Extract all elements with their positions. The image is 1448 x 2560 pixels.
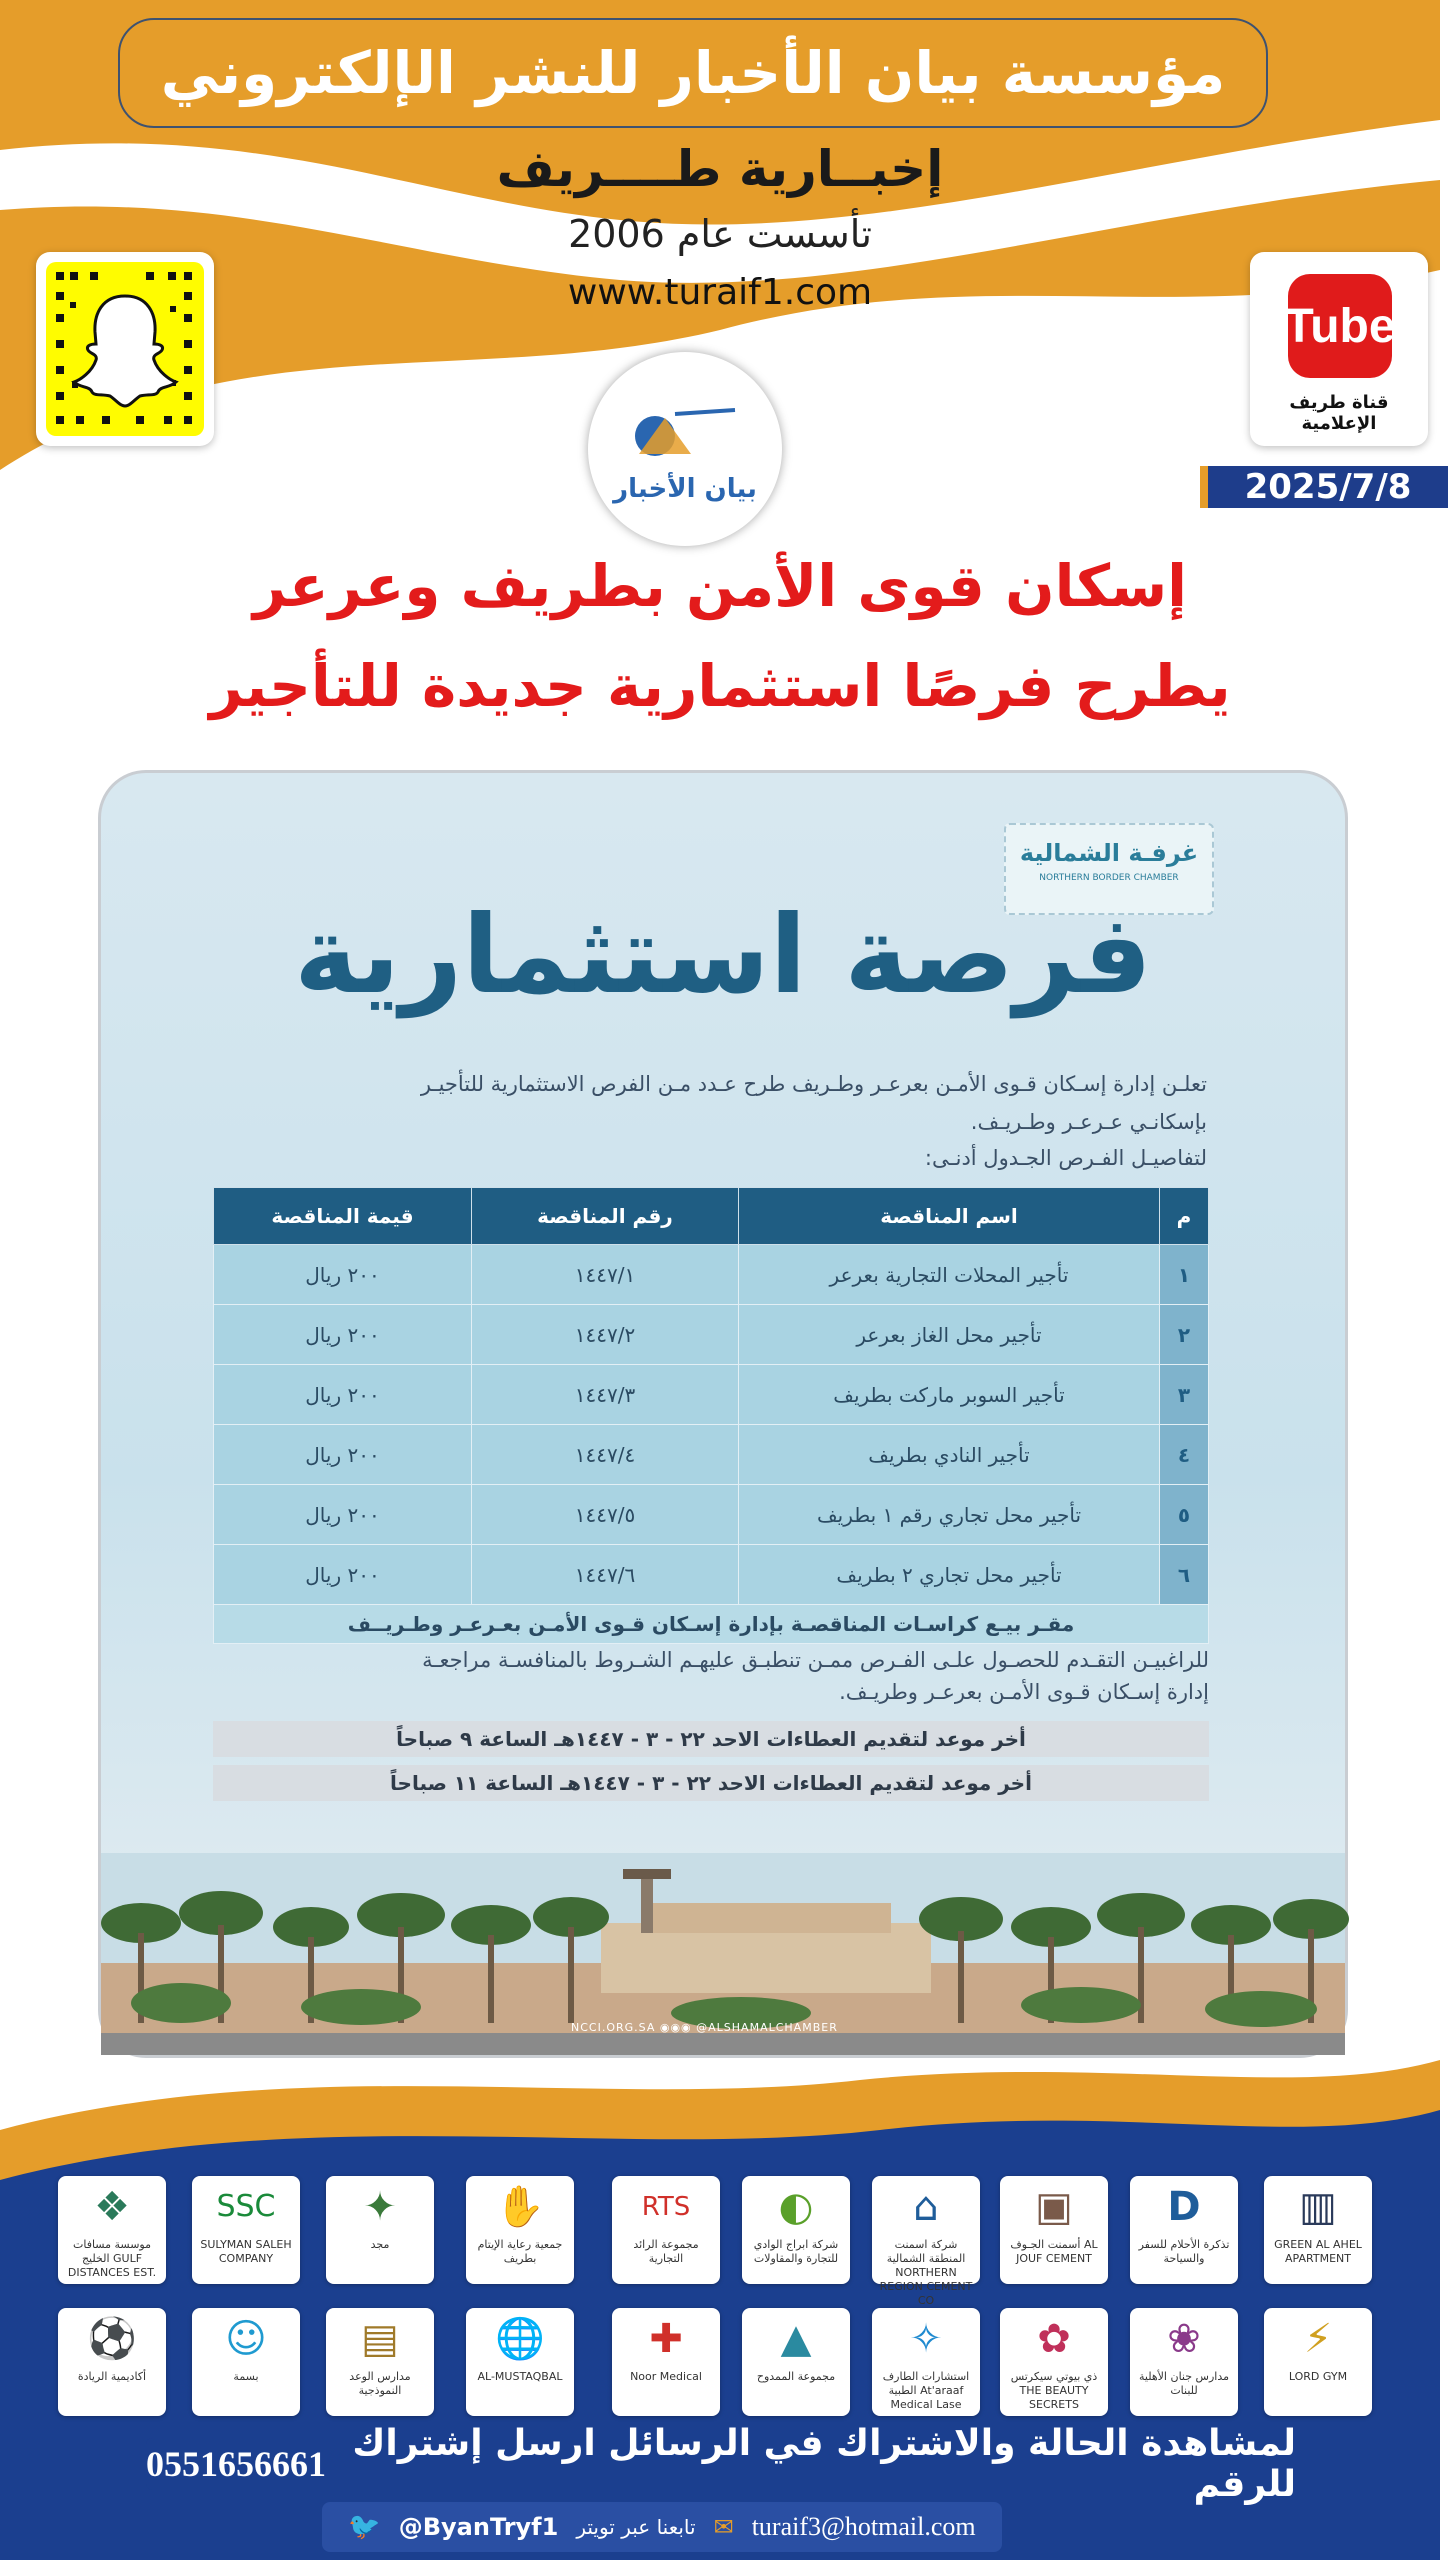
row-number: ٦ <box>1160 1545 1209 1605</box>
sponsor-logo[interactable] <box>1264 2176 1372 2284</box>
org-title-banner <box>118 18 1268 128</box>
sponsor-label: مدارس جنان الأهلية للبنات <box>1139 2370 1229 2397</box>
sponsor-icon: ▤ <box>361 2316 399 2362</box>
sponsor-logo[interactable] <box>326 2308 434 2416</box>
poster-title: فرصة استثمارية <box>294 893 1152 1018</box>
row-number: ٣ <box>1160 1365 1209 1425</box>
table-row <box>214 1365 1209 1425</box>
sponsor-label: Noor Medical <box>630 2370 702 2383</box>
sponsor-label: AL-MUSTAQBAL <box>477 2370 563 2383</box>
sponsor-icon: ▥ <box>1299 2184 1337 2230</box>
sponsor-icon: ✿ <box>1037 2316 1071 2362</box>
youtube-label: Tube <box>1284 299 1396 353</box>
contact-bar <box>322 2502 1002 2552</box>
tender-value: ٢٠٠ ريال <box>214 1305 472 1365</box>
col-header-number: م <box>1160 1188 1209 1245</box>
tender-number: ١٤٤٧/٥ <box>472 1485 739 1545</box>
sponsor-logo[interactable] <box>1130 2308 1238 2416</box>
sponsor-label: استشارات الطارف الطبية At'araaf Medical Lase <box>882 2370 970 2411</box>
sponsor-logo[interactable] <box>326 2176 434 2284</box>
sponsor-logo[interactable] <box>192 2308 300 2416</box>
table-row <box>214 1245 1209 1305</box>
tender-name: تأجير محل الغاز بعرعر <box>739 1305 1160 1365</box>
tender-value: ٢٠٠ ريال <box>214 1545 472 1605</box>
sponsor-logo[interactable] <box>612 2308 720 2416</box>
sponsor-logo[interactable] <box>742 2308 850 2416</box>
note-line-2: إدارة إسـكان قـوى الأمـن بعرعـر وطريـف. <box>839 1680 1209 1704</box>
table-row <box>214 1485 1209 1545</box>
sponsor-logo[interactable] <box>612 2176 720 2284</box>
sponsor-icon: ✧ <box>909 2316 943 2362</box>
snapchat-qr-code <box>46 262 204 436</box>
sponsor-label: مجد <box>370 2238 390 2251</box>
site-subtitle: إخبــارية طــــريف <box>496 140 944 198</box>
tender-name: تأجير محل تجاري ٢ بطريف <box>739 1545 1160 1605</box>
sponsor-icon: ✚ <box>649 2316 683 2362</box>
deadline-1: أخر موعد لتقديم العطاءات الاحد ٢٢ - ٣ - ١٤٤٧هـ الساعة ٩ صباحاً <box>213 1721 1209 1757</box>
founded-text: تأسست عام 2006 <box>568 212 872 256</box>
youtube-caption: قناة طريف الإعلامية <box>1289 392 1389 434</box>
row-number: ١ <box>1160 1245 1209 1305</box>
table-row <box>214 1305 1209 1365</box>
sponsor-icon: ❀ <box>1167 2316 1201 2362</box>
row-number: ٥ <box>1160 1485 1209 1545</box>
col-header-name: اسم المناقصة <box>739 1188 1160 1245</box>
sponsor-logo[interactable] <box>466 2308 574 2416</box>
subscribe-phone[interactable]: 0551656661 <box>146 2444 326 2484</box>
table-row <box>214 1425 1209 1485</box>
sponsor-logo[interactable] <box>192 2176 300 2284</box>
sponsor-label: أسمنت الجـوف AL JOUF CEMENT <box>1010 2238 1098 2265</box>
sponsor-logo[interactable] <box>1130 2176 1238 2284</box>
tender-name: تأجير محل تجاري رقم ١ بطريف <box>739 1485 1160 1545</box>
col-header-tender-no: رقم المناقصة <box>472 1188 739 1245</box>
sponsor-label: مجموعة الممدوح <box>756 2370 836 2383</box>
sponsor-icon: ✦ <box>363 2184 397 2230</box>
sponsor-icon: ▲ <box>780 2316 812 2362</box>
sponsor-icon: ◐ <box>778 2184 814 2230</box>
tender-number: ١٤٤٧/٦ <box>472 1545 739 1605</box>
sponsor-logo[interactable] <box>58 2176 166 2284</box>
tender-value: ٢٠٠ ريال <box>214 1425 472 1485</box>
intro-line-3: لتفاصيـل الفـرص الجـدول أدنـى: <box>924 1146 1207 1170</box>
tender-value: ٢٠٠ ريال <box>214 1365 472 1425</box>
logo-mark-icon <box>625 394 745 474</box>
sponsor-icon: ▣ <box>1035 2184 1073 2230</box>
sponsor-label: شركة اسمنت المنطقة الشمالية NORTHERN REGION CEMENT CO <box>879 2238 973 2307</box>
chamber-name-ar: غرفـة الشمالية <box>1019 839 1199 867</box>
twitter-handle[interactable]: @ByanTryf1 <box>398 2513 559 2541</box>
sponsor-label: موسسة مسافات الخليج GULF DISTANCES EST. <box>67 2238 157 2279</box>
logo-text: بيان الأخبار <box>613 474 757 504</box>
sponsor-icon: ☺ <box>225 2316 267 2362</box>
tender-value: ٢٠٠ ريال <box>214 1245 472 1305</box>
tender-value: ٢٠٠ ريال <box>214 1485 472 1545</box>
sponsor-logo[interactable] <box>742 2176 850 2284</box>
tender-number: ١٤٤٧/١ <box>472 1245 739 1305</box>
sponsor-label: أكاديمية الريادة <box>77 2370 147 2383</box>
table-header-row <box>214 1188 1209 1245</box>
sponsor-icon: ⚽ <box>87 2316 137 2362</box>
tender-number: ١٤٤٧/٣ <box>472 1365 739 1425</box>
tender-number: ١٤٤٧/٢ <box>472 1305 739 1365</box>
bayan-akhbar-logo <box>588 352 782 546</box>
sponsor-label: مجموعة الرائد التجارية <box>633 2238 699 2265</box>
sponsor-logo[interactable] <box>1264 2308 1372 2416</box>
website-link[interactable]: www.turaif1.com <box>567 272 873 313</box>
date-badge: 2025/7/8 <box>1200 466 1448 508</box>
tender-number: ١٤٤٧/٤ <box>472 1425 739 1485</box>
sponsor-icon: ⌂ <box>913 2184 939 2230</box>
row-number: ٤ <box>1160 1425 1209 1485</box>
sponsor-icon: SSC <box>216 2189 276 2224</box>
tenders-table <box>213 1187 1209 1644</box>
headline-line-2: يطرح فرصًا استثمارية جديدة للتأجير <box>209 652 1231 720</box>
sponsor-label: شركة ابراج الوادي للتجارة والمقاولات <box>753 2238 839 2265</box>
sponsor-icon: D <box>1167 2184 1201 2230</box>
subscribe-text: لمشاهدة الحالة والاشتراك في الرسائل ارسل إشتراك للرقم <box>352 2423 1296 2505</box>
sponsor-label: LORD GYM <box>1288 2370 1348 2383</box>
poster-social-footer: NCCI.ORG.SA ◉◉◉ @ALSHAMALCHAMBER <box>571 2021 838 2034</box>
sponsor-logo[interactable] <box>1000 2308 1108 2416</box>
email-icon: ✉ <box>713 2513 734 2541</box>
note-line-1: للراغبيـن التقـدم للحصـول علـى الفـرص ممـن تنطبـق عليهـم الشـروط بالمنافسـة مراجعـة <box>422 1648 1209 1672</box>
sponsor-icon: RTS <box>641 2192 691 2222</box>
sponsor-icon: ⚡ <box>1303 2316 1333 2362</box>
sponsor-label: بسمة <box>233 2370 259 2383</box>
twitter-bird-icon[interactable]: 🐦 <box>348 2512 381 2542</box>
tender-name: تأجير المحلات التجارية بعرعر <box>739 1245 1160 1305</box>
sponsor-label: تذكرة الأحلام للسفر والسياحة <box>1138 2238 1230 2265</box>
tender-name: تأجير النادي بطريف <box>739 1425 1160 1485</box>
contact-email[interactable]: turaif3@hotmail.com <box>751 2512 976 2541</box>
sponsor-icon: ❖ <box>94 2184 130 2230</box>
snapchat-qr-card[interactable] <box>36 252 214 446</box>
sponsor-label: جمعية رعاية الإيتام بطريف <box>477 2238 563 2265</box>
intro-line-2: بإسكانـي عـرعـر وطـريـف. <box>970 1110 1207 1134</box>
org-title: مؤسسة بيان الأخبار للنشر الإلكتروني <box>160 39 1226 107</box>
headline-line-1: إسكان قوى الأمن بطريف وعرعر <box>252 552 1188 620</box>
investment-poster <box>98 770 1348 2058</box>
tender-name: تأجير السوبر ماركت بطريف <box>739 1365 1160 1425</box>
sponsor-icon: 🌐 <box>495 2316 545 2362</box>
table-row <box>214 1545 1209 1605</box>
deadline-2: أخر موعد لتقديم العطاءات الاحد ٢٢ - ٣ - ١٤٤٧هـ الساعة ١١ صباحاً <box>213 1765 1209 1801</box>
sponsor-logo[interactable] <box>872 2308 980 2416</box>
sponsor-label: SULYMAN SALEH COMPANY <box>200 2238 292 2265</box>
chamber-name-en: NORTHERN BORDER CHAMBER <box>1039 873 1179 883</box>
sponsor-logo[interactable] <box>466 2176 574 2284</box>
twitter-label: تابعنا عبر تويتر <box>576 2515 696 2539</box>
snapchat-ghost-icon <box>46 262 204 436</box>
sponsor-icon: ✋ <box>495 2184 545 2230</box>
sponsor-label: مدارس الوعد النموذجية <box>349 2370 411 2397</box>
sponsor-logo[interactable] <box>872 2176 980 2307</box>
col-header-value: قيمة المناقصة <box>214 1188 472 1245</box>
row-number: ٢ <box>1160 1305 1209 1365</box>
subscribe-banner <box>146 2423 1296 2505</box>
sponsor-logo[interactable] <box>1000 2176 1108 2284</box>
intro-line-1: تعلـن إدارة إسـكان قـوى الأمـن بعرعـر وطـريف طرح عـدد مـن الفرص الاستثمارية للتأجيـر <box>420 1072 1207 1096</box>
sponsor-label: ذي بيوتي سيكرتس THE BEAUTY SECRETS <box>1010 2370 1098 2411</box>
youtube-icon <box>1284 274 1396 378</box>
table-footer-note: مقـر بيـع كراسـات المناقصـة بإدارة إسـكان قـوى الأمـن بعـرعـر وطـريــف <box>214 1605 1209 1644</box>
sponsor-label: GREEN AL AHEL APARTMENT <box>1274 2238 1362 2265</box>
youtube-channel-card[interactable] <box>1250 252 1428 446</box>
sponsor-logo[interactable] <box>58 2308 166 2416</box>
table-footer-row <box>214 1605 1209 1644</box>
